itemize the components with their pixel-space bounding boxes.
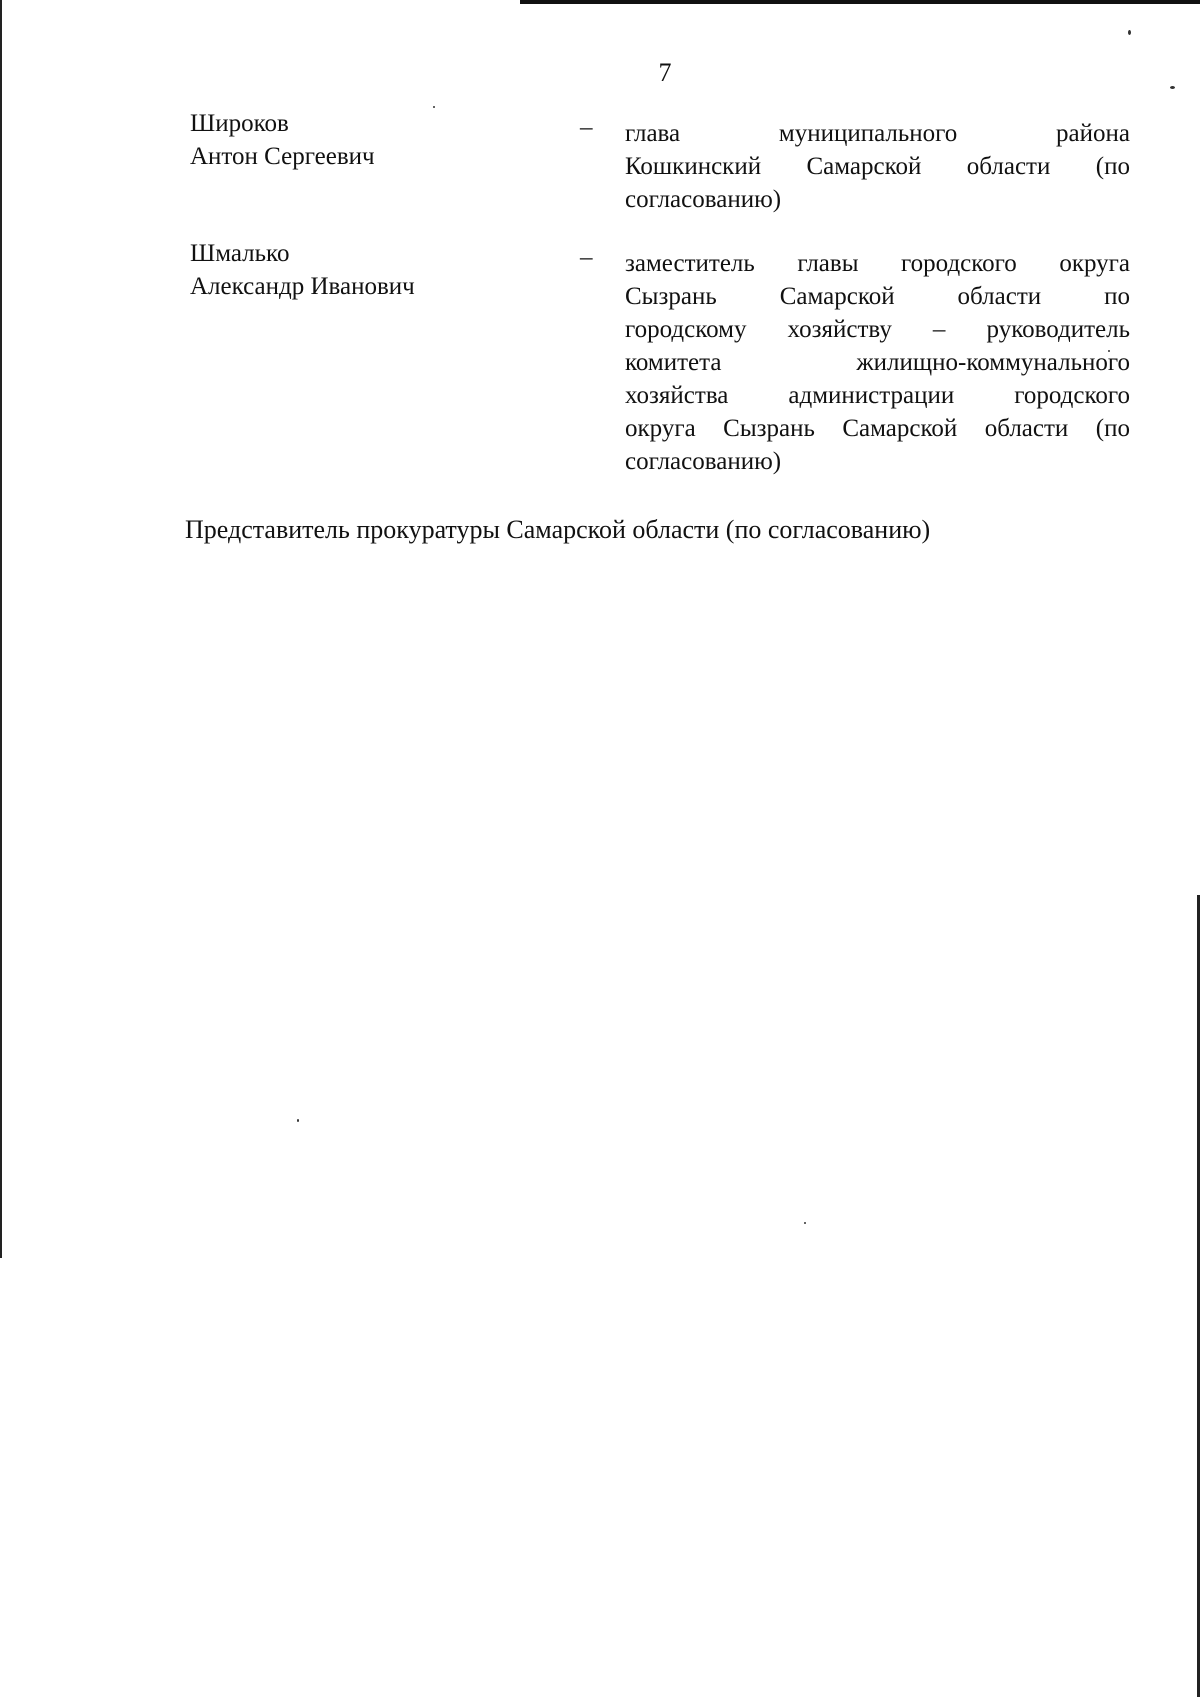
position-line: округа Сызрань Самарской области (по — [625, 415, 1130, 442]
position-line: заместитель главы городского округа — [625, 250, 1130, 277]
member-name — [190, 237, 550, 303]
position-line: Сызрань Самарской области по — [625, 283, 1130, 310]
member-surname: Шмалько — [190, 240, 290, 267]
page-number: 7 — [658, 58, 672, 87]
scan-edge-left — [0, 0, 2, 1258]
member-position — [625, 247, 1130, 478]
position-line: комитета жилищно-коммунального — [625, 349, 1130, 376]
scan-speck — [1128, 30, 1131, 35]
position-line: глава муниципального района — [625, 120, 1130, 147]
position-line: городскому хозяйству – руководитель — [625, 316, 1130, 343]
scan-speck — [297, 1119, 299, 1122]
member-given-names: Антон Сергеевич — [190, 143, 375, 170]
member-given-names: Александр Иванович — [190, 273, 415, 300]
position-line: согласованию) — [625, 186, 782, 213]
scan-edge-top — [520, 0, 1200, 4]
member-name — [190, 107, 550, 173]
separator-dash: – — [580, 114, 593, 141]
position-line: согласованию) — [625, 448, 782, 475]
separator-dash: – — [580, 244, 593, 271]
scan-speck — [804, 1222, 806, 1224]
member-position — [625, 117, 1130, 216]
prosecutor-representative-note: Представитель прокуратуры Самарской области (по согласованию) — [185, 515, 931, 544]
member-surname: Широков — [190, 110, 289, 137]
position-line: Кошкинский Самарской области (по — [625, 153, 1130, 180]
position-line: хозяйства администрации городского — [625, 382, 1130, 409]
